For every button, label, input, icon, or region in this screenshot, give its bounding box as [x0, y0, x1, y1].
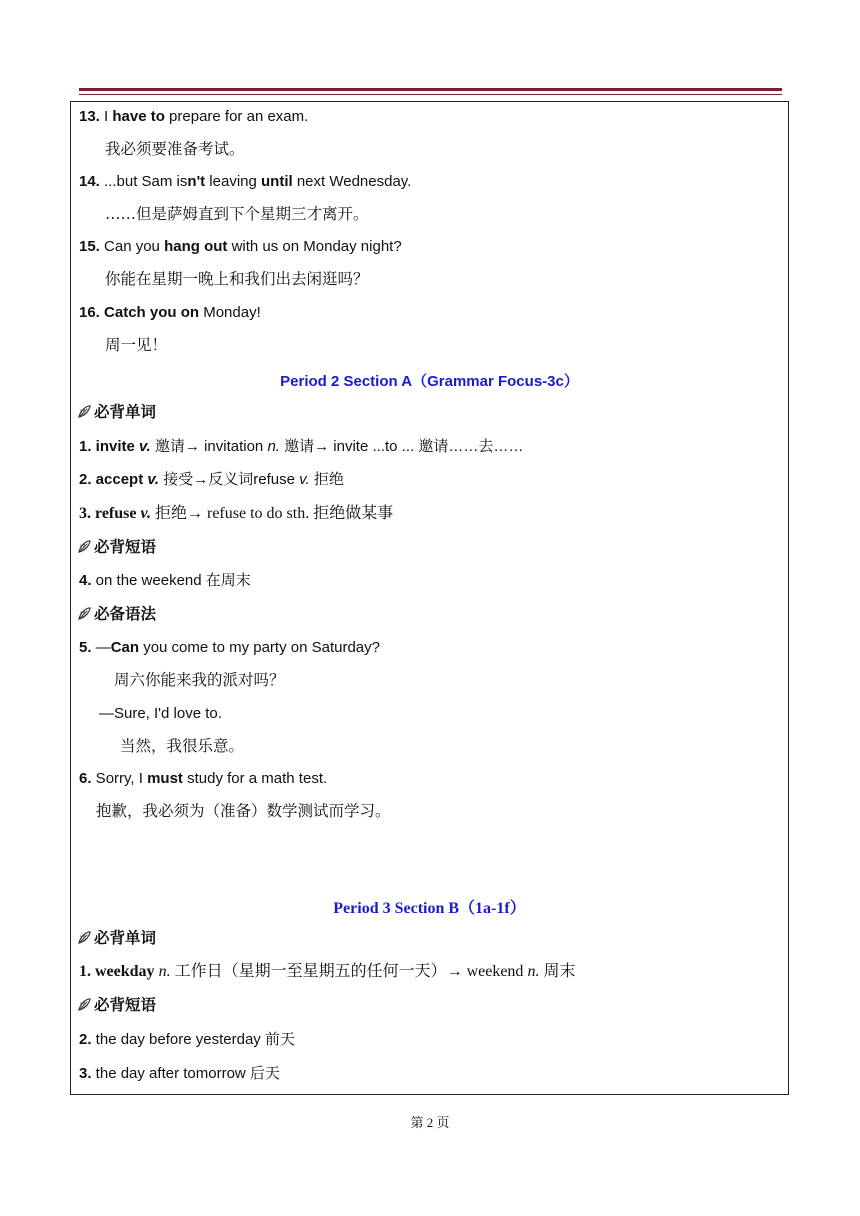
item-16: 16. Catch you on Monday!: [79, 304, 261, 321]
period-2-word-2: 2. accept v. 接受→反义词refuse v. 拒绝: [79, 471, 344, 488]
leaf-icon: [77, 997, 92, 1012]
period-2-grammar-5: 5. —Can you come to my party on Saturday?: [79, 639, 380, 656]
item-14-translation: ……但是萨姆直到下个星期三才离开。: [105, 205, 369, 223]
period-3-phrase-2: 2. the day before yesterday 前天: [79, 1031, 295, 1048]
leaf-icon: [77, 606, 92, 621]
item-15-translation: 你能在星期一晚上和我们出去闲逛吗？: [105, 270, 369, 288]
item-13-translation: 我必须要准备考试。: [105, 140, 245, 158]
leaf-icon: [77, 404, 92, 419]
period-2-heading: Period 2 Section A（Grammar Focus-3c）: [280, 373, 579, 390]
period-3-word-1: 1. weekday n. 工作日（星期一至星期五的任何一天）→ weekend n. 周末: [79, 963, 576, 980]
header-rule-thick: [79, 88, 782, 91]
period-3-words-title: 必背单词: [77, 929, 156, 947]
item-15: 15. Can you hang out with us on Monday night?: [79, 238, 402, 255]
item-16-translation: 周一见！: [105, 336, 168, 354]
period-2-grammar-5-translation: 周六你能来我的派对吗？: [114, 671, 285, 689]
item-14: 14. ...but Sam isn't leaving until next Wednesday.: [79, 173, 412, 190]
leaf-icon: [77, 539, 92, 554]
period-2-phrase-4: 4. on the weekend 在周末: [79, 572, 251, 589]
leaf-icon: [77, 930, 92, 945]
period-2-phrases-title: 必背短语: [77, 538, 156, 556]
header-rule-thin: [79, 94, 782, 95]
page-number: 第 2 页: [410, 1115, 450, 1130]
period-3-phrase-3: 3. the day after tomorrow 后天: [79, 1065, 280, 1082]
period-2-grammar-title: 必备语法: [77, 605, 156, 623]
period-3-phrases-title: 必背短语: [77, 996, 156, 1014]
period-3-heading: Period 3 Section B（1a-1f）: [333, 900, 526, 917]
item-13: 13. I have to prepare for an exam.: [79, 108, 309, 125]
period-2-word-1: 1. invite v. 邀请→ invitation n. 邀请→ invite ...to ... 邀请……去……: [79, 438, 524, 455]
content-box: [70, 101, 789, 1095]
period-2-grammar-6: 6. Sorry, I must study for a math test.: [79, 770, 328, 787]
period-2-grammar-5-reply-translation: 当然，我很乐意。: [120, 737, 245, 755]
period-2-words-title: 必背单词: [77, 403, 156, 421]
period-2-word-3: 3. refuse v. 拒绝→ refuse to do sth. 拒绝做某事: [79, 505, 394, 522]
period-2-grammar-5-reply: —Sure, I'd love to.: [99, 705, 222, 722]
period-2-grammar-6-translation: 抱歉，我必须为（准备）数学测试而学习。: [96, 802, 391, 820]
